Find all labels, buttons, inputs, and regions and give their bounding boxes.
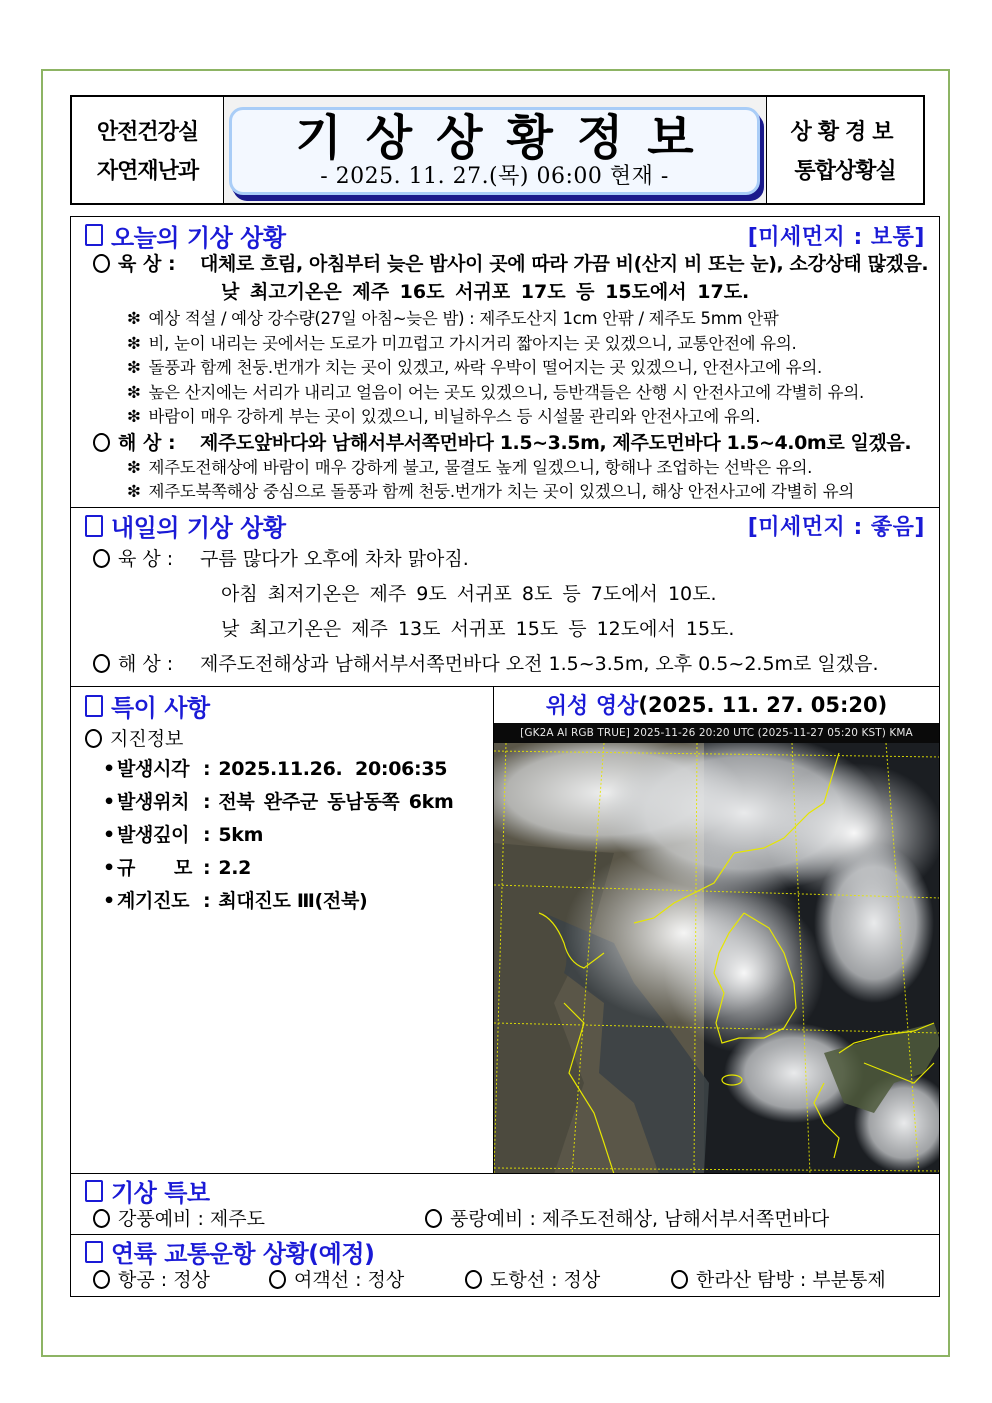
title-panel <box>224 97 766 203</box>
today-header <box>71 217 939 251</box>
quake-magnitude <box>85 852 493 885</box>
circle-bullet-icon <box>93 654 110 673</box>
key-part: 모 <box>173 856 192 879</box>
bullet-dot-icon: • <box>103 856 115 879</box>
dept-line-2: 자연재난과 <box>96 159 199 184</box>
asterisk-icon: ❇ <box>127 457 141 477</box>
traffic-title: 연륙 교통운항 상황(예정) <box>111 1240 375 1268</box>
circle-bullet-icon <box>671 1270 688 1289</box>
warning-item <box>93 1206 425 1232</box>
bullet-dot-icon: • <box>103 757 115 780</box>
traffic-text: 항공 : 정상 <box>118 1268 210 1291</box>
bullet-dot-icon: • <box>103 889 115 912</box>
circle-bullet-icon <box>93 433 110 452</box>
bullet-dot-icon: • <box>103 790 115 813</box>
tomorrow-title: 내일의 기상 상황 <box>111 514 286 542</box>
sea-note <box>93 456 931 481</box>
special-header <box>71 687 493 723</box>
note-text: 예상 적설 / 예상 강수량(27일 아침~늦은 밤) : 제주도산지 1cm 안팎 / 제주도 5mm 안팎 <box>148 309 779 328</box>
report-datetime: - 2025. 11. 27.(목) 06:00 현재 - <box>320 164 669 189</box>
asterisk-icon: ❇ <box>127 309 141 328</box>
title-box <box>229 107 760 195</box>
earthquake-title-text: 지진정보 <box>110 727 184 750</box>
land-label: 육 상 : <box>118 547 174 570</box>
quake-value: 2025.11.26. 20:06:35 <box>218 757 448 780</box>
traffic-list <box>71 1267 939 1296</box>
land-min-temp <box>93 577 931 612</box>
weather-warnings-section <box>71 1174 939 1235</box>
situation-room <box>766 97 923 203</box>
warnings-header <box>71 1174 939 1206</box>
checkbox-square-icon <box>85 515 103 537</box>
land-text: 구름 많다가 오후에 차차 맑아짐. <box>200 547 469 570</box>
warnings-title: 기상 특보 <box>111 1179 210 1207</box>
asterisk-icon: ❇ <box>127 358 141 377</box>
checkbox-square-icon <box>85 1180 103 1202</box>
note-text: 제주도북쪽해상 중심으로 돌풍과 함께 천둥.번개가 치는 곳이 있겠으니, 해상 안전사고에 각별히 유의 <box>148 482 855 501</box>
special-title: 특이 사항 <box>111 694 210 722</box>
dept-line-1: 안전건강실 <box>96 120 199 145</box>
satellite-panel <box>494 687 939 1173</box>
land-forecast <box>93 251 931 277</box>
circle-bullet-icon <box>93 1209 110 1228</box>
section-title <box>85 1234 375 1269</box>
today-title: 오늘의 기상 상황 <box>111 223 286 252</box>
min-temp-text: 아침 최저기온은 제주 9도 서귀포 8도 등 7도에서 10도. <box>221 582 717 605</box>
section-title <box>85 218 286 253</box>
special-satellite-section <box>71 687 939 1174</box>
colon: : <box>203 889 211 912</box>
section-title <box>85 1173 210 1208</box>
traffic-section <box>71 1235 939 1296</box>
land-temp-text: 낮 최고기온은 제주 16도 서귀포 17도 등 15도에서 17도. <box>221 281 750 303</box>
tomorrow-section <box>71 508 939 687</box>
tomorrow-body <box>71 542 939 686</box>
circle-bullet-icon <box>93 254 110 273</box>
bullet-dot-icon: • <box>103 823 115 846</box>
colon: : <box>203 757 211 780</box>
traffic-item-air <box>93 1267 269 1293</box>
asterisk-icon: ❇ <box>127 382 141 402</box>
section-title <box>85 688 210 723</box>
quake-value: 5km <box>218 823 264 846</box>
sea-note <box>93 480 931 505</box>
asterisk-icon: ❇ <box>127 333 141 353</box>
max-temp-text: 낮 최고기온은 제주 13도 서귀포 15도 등 12도에서 15도. <box>221 617 735 640</box>
warning-text: 풍랑예비 : 제주도전해상, 남해서부서쪽먼바다 <box>450 1207 830 1230</box>
report-table <box>70 216 940 1297</box>
satellite-caption: [GK2A AI RGB TRUE] 2025-11-26 20:20 UTC (2025-11-27 05:20 KST) KMA <box>494 723 939 743</box>
note-text: 돌풍과 함께 천둥.번개가 치는 곳이 있겠고, 싸락 우박이 떨어지는 곳 있겠으니, 안전사고에 유의. <box>148 358 822 377</box>
sea-label: 해 상 : <box>118 652 174 675</box>
circle-bullet-icon <box>85 729 102 748</box>
warning-item <box>425 1206 829 1232</box>
land-note <box>93 332 931 357</box>
page-title: 기상상황정보 <box>295 110 718 166</box>
traffic-header <box>71 1235 939 1267</box>
section-title <box>85 508 286 543</box>
asterisk-icon: ❇ <box>127 482 141 501</box>
circle-bullet-icon <box>425 1209 442 1228</box>
special-notes <box>71 687 494 1173</box>
land-label: 육 상 : <box>118 253 176 275</box>
colon: : <box>203 790 211 813</box>
asterisk-icon: ❇ <box>127 407 141 426</box>
quake-key: 계기진도 <box>117 889 190 912</box>
traffic-item-ferry <box>269 1267 465 1293</box>
room-line-2: 통합상황실 <box>794 159 896 184</box>
quake-time <box>85 753 493 786</box>
report-header <box>70 95 925 205</box>
tomorrow-header <box>71 508 939 542</box>
quake-key: 발생위치 <box>117 790 190 813</box>
key-part: 규 <box>117 856 136 879</box>
today-section <box>71 217 939 508</box>
today-body <box>71 251 939 507</box>
warning-text: 강풍예비 : 제주도 <box>118 1207 265 1230</box>
land-temp <box>93 277 931 307</box>
circle-bullet-icon <box>465 1270 482 1289</box>
colon: : <box>203 823 211 846</box>
traffic-item-island-ferry <box>465 1267 671 1293</box>
circle-bullet-icon <box>93 1270 110 1289</box>
fine-dust-badge: [미세먼지 : 보통] <box>747 224 925 250</box>
quake-value: 전북 완주군 동남동쪽 6km <box>218 790 454 813</box>
colon: : <box>203 856 211 879</box>
traffic-text: 한라산 탐방 : 부분통제 <box>696 1268 886 1291</box>
quake-intensity <box>85 885 493 918</box>
quake-value: 2.2 <box>218 856 252 879</box>
checkbox-square-icon <box>85 1241 103 1263</box>
land-note <box>93 356 931 381</box>
note-text: 제주도전해상에 바람이 매우 강하게 불고, 물결도 높게 일겠으니, 항해나 조업하는 선박은 유의. <box>148 457 813 477</box>
satellite-title-text: 위성 영상 <box>545 694 639 719</box>
land-note <box>93 307 931 332</box>
satellite-map-graphic <box>494 743 939 1173</box>
land-text: 대체로 흐림, 아침부터 늦은 밤사이 곳에 따라 가끔 비(산지 비 또는 눈), 소강상태 많겠음. <box>200 253 929 275</box>
traffic-text: 여객선 : 정상 <box>294 1268 405 1291</box>
fine-dust-badge: [미세먼지 : 좋음] <box>747 515 925 540</box>
earthquake-info <box>71 723 493 918</box>
satellite-timestamp: (2025. 11. 27. 05:20) <box>638 692 888 717</box>
room-line-1: 상황경보 <box>790 120 900 145</box>
quake-value: 최대진도 Ⅲ(전북) <box>218 889 368 912</box>
circle-bullet-icon <box>93 549 110 568</box>
earthquake-title <box>85 725 493 753</box>
sea-forecast <box>93 430 931 456</box>
land-forecast <box>93 542 931 577</box>
land-note <box>93 405 931 430</box>
note-text: 비, 눈이 내리는 곳에서는 도로가 미끄럽고 가시거리 짧아지는 곳 있겠으니, 교통안전에 유의. <box>148 333 797 353</box>
sea-forecast <box>93 647 931 682</box>
circle-bullet-icon <box>269 1270 286 1289</box>
issuing-department <box>72 97 224 203</box>
traffic-text: 도항선 : 정상 <box>490 1268 601 1291</box>
warnings-list <box>71 1206 939 1234</box>
note-text: 바람이 매우 강하게 부는 곳이 있겠으니, 비닐하우스 등 시설물 관리와 안전사고에 유의. <box>148 407 761 426</box>
satellite-title <box>494 687 939 723</box>
quake-key: 발생시각 <box>117 757 190 780</box>
checkbox-square-icon <box>85 224 103 246</box>
satellite-image <box>494 743 939 1173</box>
note-text: 높은 산지에는 서리가 내리고 얼음이 어는 곳도 있겠으니, 등반객들은 산행 시 안전사고에 각별히 유의. <box>148 382 864 402</box>
checkbox-square-icon <box>85 695 103 717</box>
quake-depth <box>85 819 493 852</box>
quake-key: 발생깊이 <box>117 823 190 846</box>
land-note <box>93 381 931 406</box>
land-max-temp <box>93 612 931 647</box>
sea-text: 제주도전해상과 남해서부서쪽먼바다 오전 1.5~3.5m, 오후 0.5~2.5m로 일겠음. <box>200 652 879 675</box>
quake-key <box>117 852 192 885</box>
sea-text: 제주도앞바다와 남해서부서쪽먼바다 1.5~3.5m, 제주도먼바다 1.5~4.0m로 일겠음. <box>200 431 912 454</box>
sea-label: 해 상 : <box>118 431 176 454</box>
traffic-item-hallasan <box>671 1267 886 1293</box>
quake-location <box>85 786 493 819</box>
